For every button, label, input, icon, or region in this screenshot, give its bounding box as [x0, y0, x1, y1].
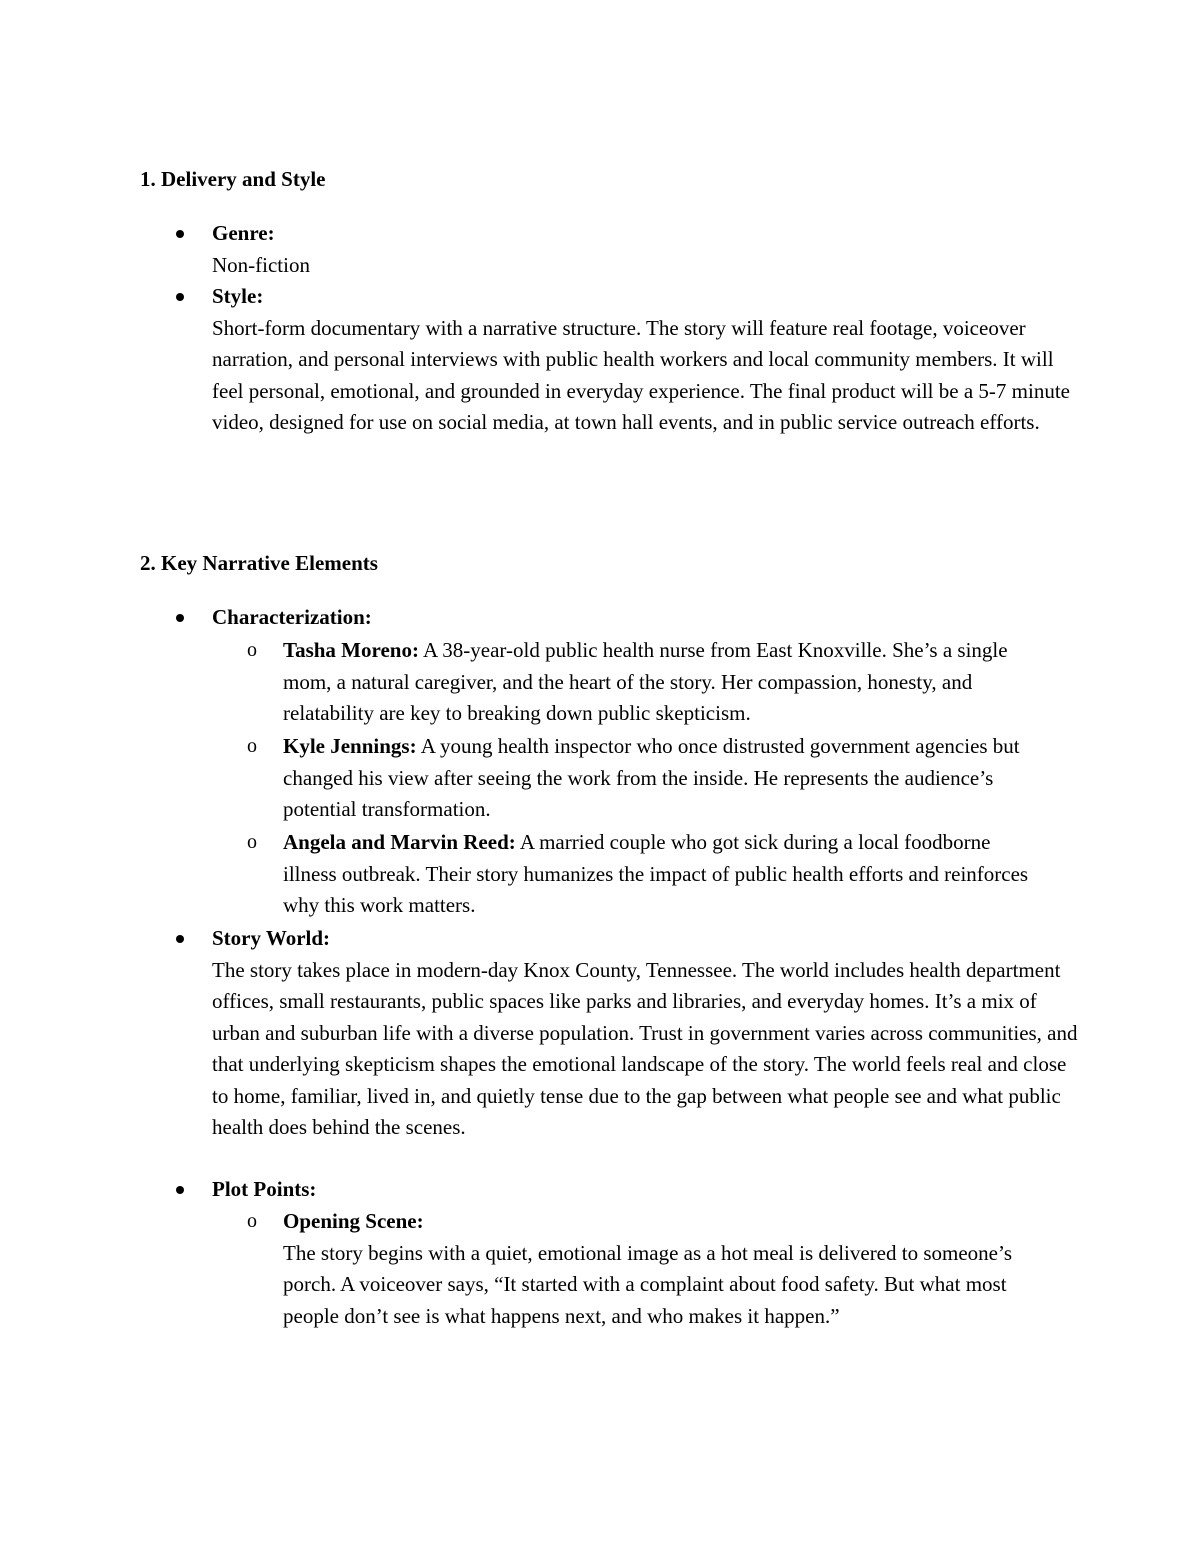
characterization-label: Characterization: — [212, 605, 372, 629]
character-name: Kyle Jennings: — [283, 734, 417, 758]
character-description: A young health inspector who once distrusted government agencies but changed his view after seeing the work from the inside. He represents the audience’s potential transformation. — [283, 734, 1020, 821]
style-label: Style: — [212, 284, 264, 308]
character-tasha-moreno — [283, 635, 1043, 730]
plot-point-text: The story begins with a quiet, emotional image as a hot meal is delivered to someone’s porch. A voiceover says, “It started with a complaint about food safety. But what most people don’t see is what happens next, and who makes it happen.” — [283, 1240, 1012, 1328]
plot-point-opening-scene — [283, 1206, 1043, 1332]
genre-item — [212, 218, 1082, 281]
characterization-item — [212, 602, 1082, 634]
style-text: Short-form documentary with a narrative structure. The story will feature real footage, voiceover narration, and personal interviews with public health workers and local community members. It will feel personal, emotional, and grounded in everyday experience. The final product will be a 5-7 minute video, designed for use on social media, at town hall events, and in public service outreach efforts. — [212, 315, 1070, 434]
bullet-icon — [176, 230, 184, 238]
character-description: A married couple who got sick during a local foodborne illness outbreak. Their story humanizes the impact of public health efforts and reinforces why this work matters. — [283, 830, 1029, 917]
character-kyle-jennings — [283, 731, 1043, 826]
sub-bullet-icon: o — [247, 735, 257, 757]
bullet-icon — [176, 1186, 184, 1194]
plot-points-item — [212, 1174, 1082, 1206]
character-name: Tasha Moreno: — [283, 638, 419, 662]
bullet-icon — [176, 935, 184, 943]
genre-text: Non-fiction — [212, 252, 310, 277]
section-heading-delivery-style: 1. Delivery and Style — [140, 167, 326, 191]
story-world-text: The story takes place in modern-day Knox County, Tennessee. The world includes health department offices, small restaurants, public spaces like parks and libraries, and everyday homes. It’s a mix of urban and suburban life with a diverse population. Trust in government varies across communities, and that underlying skepticism shapes the emotional landscape of the story. The world feels real and close to home, familiar, lived in, and quietly tense due to the gap between what people see and what public health does behind the scenes. — [212, 957, 1078, 1139]
genre-label: Genre: — [212, 221, 275, 245]
section-heading-key-narrative-elements: 2. Key Narrative Elements — [140, 551, 378, 575]
bullet-icon — [176, 614, 184, 622]
character-name: Angela and Marvin Reed: — [283, 830, 516, 854]
plot-points-label: Plot Points: — [212, 1177, 317, 1201]
plot-point-name: Opening Scene: — [283, 1209, 424, 1233]
character-angela-marvin-reed — [283, 827, 1043, 922]
sub-bullet-icon: o — [247, 831, 257, 853]
sub-bullet-icon: o — [247, 639, 257, 661]
character-description: A 38-year-old public health nurse from East Knoxville. She’s a single mom, a natural caregiver, and the heart of the story. Her compassion, honesty, and relatability are key to breaking down public skepticism. — [283, 638, 1008, 725]
style-item — [212, 281, 1082, 439]
story-world-item — [212, 923, 1082, 1144]
bullet-icon — [176, 293, 184, 301]
story-world-label: Story World: — [212, 926, 331, 950]
sub-bullet-icon: o — [247, 1210, 257, 1232]
